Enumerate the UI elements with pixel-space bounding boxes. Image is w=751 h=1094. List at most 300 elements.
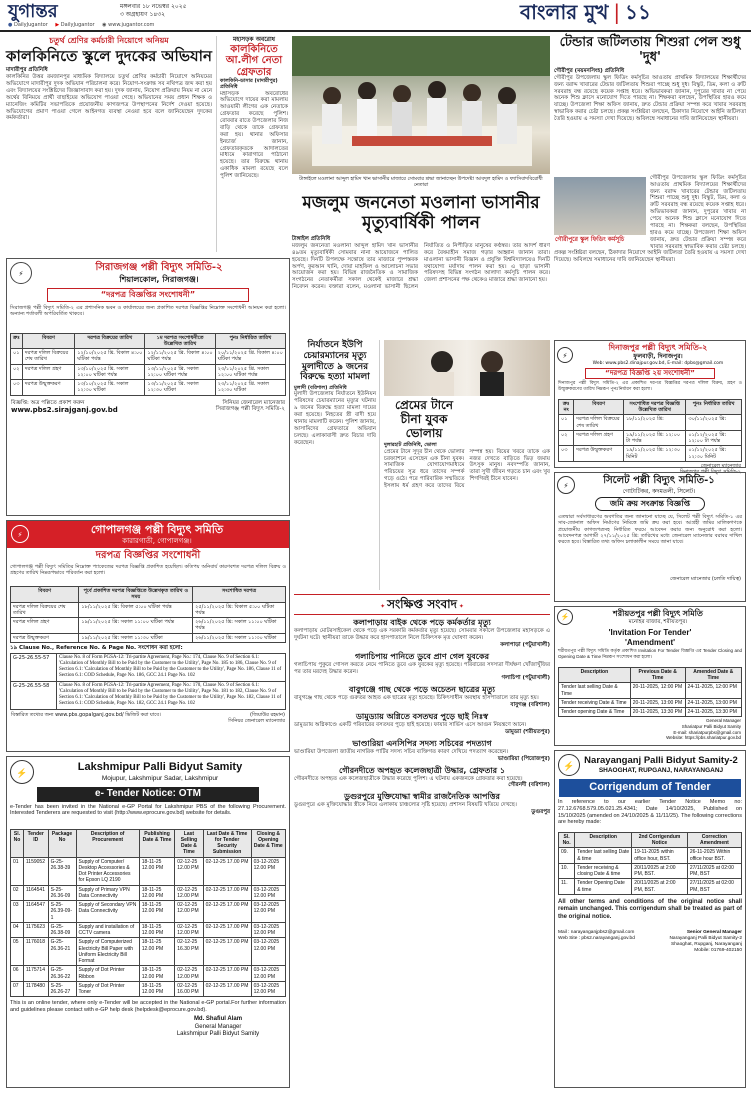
cell: Supply of Computer/ Desktop Accessories & Dot Printer Accessories for Epson LQ 2190 [76,857,139,885]
byline: গৌরীপুর (ময়মনসিংহ) প্রতিনিধি [554,67,625,74]
cell: Tender last selling Date & Time [559,683,631,699]
cell: 27/11/2025 at 02:00 PM, BST [687,879,741,895]
ad-header [7,757,289,787]
cell: Supply of Dot Printer Ribbon [76,966,139,982]
cell: Clause No. 8 of Form PGSA-12: Tri-partite Agreement, Page No.: 170, Clause No. 9 of Section 6.1: 'Calculation of Monthly Bill to be Paid by the Customer to the Utility', Page No. 181 to 182, Clause No. 9 of Section 6.1: 'Calculation of Monthly Bill to be Paid by the Customer to the Utility', Page No. 182, Clause 11 of Section 6.1: COD Schedule, Page No. 182, GCC 24.1 Page No. 102 [57,681,286,709]
ad-sylhet [554,472,746,602]
cell: ১৯/১১/২০২৫ খ্রি: সকাল ১১:৩০ ঘটিকা [79,633,193,642]
byline: মুলাদী (বরিশাল) প্রতিনিধি [294,385,347,392]
cell: ১৮/১১/২০২৫ খ্রি: বিকাল ৫:০০ ঘটিকা পর্যন্ত [79,602,193,618]
ad-intro: শরীয়তপুর পল্লী বিদ্যুৎ সমিতি কর্তৃক প্রকাশিত Invitation For Tender বিজ্ঞপ্তি এর Tender Closing and Opening Date & Time নিম্নরূপ সংশোধন করা হলো। [558,647,742,659]
cell: 20-11-2025, 13:30 PM [630,708,685,717]
cell: ১৯/১১/২০২৫ খ্রি: সকাল ১১:০০ ঘটিকা পর্যন্ত [79,618,193,634]
cell: G-25-26.55-57 [11,653,57,681]
cell: 09. [559,848,575,864]
col-header: সংশোধিত দরপত্র বিজ্ঞপ্তি উল্লেখিত তারিখ [624,399,686,415]
col-header: Correction Amendment [687,832,741,848]
byline: মাদারীপুর প্রতিনিধি [6,67,48,74]
cell: 02-12-25 17.00 PM [203,938,251,966]
cell: দরপত্র দলিল গ্রহণ [574,430,624,446]
ad-shariatpur [554,606,746,746]
cell: ৩০/১১/২০২৫ খ্রি: [686,415,742,431]
brief-title: গলাচিপায় পানিতে ডুবে প্রাণ গেল যুবকের [355,651,489,661]
brief-item [294,739,550,763]
cell: 03-12-2025 12.00 PM [251,981,285,997]
couple-photo [384,340,550,396]
signer-address: Shaoghat, Rupganj, Narayanganj [671,941,742,947]
ad-title: দরপত্র বিজ্ঞপ্তির সংশোধনী [95,549,201,561]
story-kalkini-leader [216,36,288,252]
social-website[interactable]: www.jugantor.com [108,22,155,28]
col-header: Publishing Date & Time [139,829,175,857]
pbs-logo-icon: ⚡ [11,525,29,543]
org-address: মনোহর বাজার, শরীয়তপুর। [628,619,688,625]
ad-table [10,829,286,998]
cell: ০৩ [559,446,574,462]
ad-footer [555,928,745,956]
ad-title: “দরপত্র বিজ্ঞপ্তির সংশোধনী” [47,288,249,302]
cell: 18-11-25 12.00 PM [139,938,175,966]
footer-note: বিজ্ঞপ্তি: অত্র পল্লিতে প্রকাশ করুন [11,399,85,406]
table-row [11,922,286,938]
cell: ০১/১২/২০২৫ খ্রি: ১২:৩০ মিনিট [686,446,742,462]
section-name: বাংলার মুখ [520,0,609,24]
signer: Md. Shafiul Alam [193,1016,243,1023]
body-text: মুলাদী উপজেলায় নির্যাতনে ইউনিয়ন পরিষদের চেয়ারম্যানের মৃত্যুর ঘটনায় ৯ জনের বিরুদ্ধে হত্যা মামলা দায়ের করা হয়েছে। নিহতের স্ত্রী বাদী হয়ে থানায় মামলাটি করেন। পুলিশ জানায়, আসামিদের গ্রেফতারে অভিযান চলছে। এলাকাবাসী দ্রুত বিচার দাবি করেছেন। [294,391,376,446]
cell: Supply of Secondary VPN Data Connectivity [76,901,139,923]
cell: 11. [559,879,575,895]
table-row [559,848,742,864]
table-row [559,698,742,707]
ad-subtitle: 'Amendment' [624,637,676,647]
org-address: কারারগাতী, গোপালগঞ্জ। [122,536,192,545]
cell: G-25-26.55-58 [11,681,57,709]
org-address: Mojupur, Lakshmipur Sadar, Lakshmipur [101,774,219,782]
cell: 10. [559,863,575,879]
cell: 03-12-2025 12.00 PM [251,885,285,901]
cell: দরপত্র দলিল বিক্রয়ের শেষ তারিখ [574,415,624,431]
brief-item [294,766,550,790]
col-header: পূর্বে প্রকাশিত দরপত্র বিজ্ঞপ্তিতে উল্লেখকৃত তারিখ ও সময় [79,587,193,603]
cell: 02-12-25 12.00 PM [175,857,203,885]
website-link[interactable]: www.pbs2.sirajganj.gov.bd [11,406,118,415]
cell: দরপত্র উন্মুক্তকরণ [11,633,79,642]
brief-item [294,792,550,816]
story-evp [294,340,380,590]
signature-block [147,1016,289,1039]
table-row [11,653,286,681]
cell: ১২/১০/২০২৫ খ্রি. বিকাল ৪:০০ ঘটিকা পর্যন্ত [75,349,145,365]
cell: 02-12-25 16.00 PM [175,981,203,997]
cell: 02-12-25 12.00 PM [175,901,203,923]
headline: মজলুম জননেতা মওলানা ভাসানীর মৃত্যুবার্ষিকী পালন [302,193,540,233]
bullet-icon: ✦ [458,603,464,610]
cell: ১৩/১০/২০২৫ খ্রি. সকাল ১২:০০ ঘটিকা পর্যন্ত [75,364,145,380]
brief-source: গৌরনদী (বরিশাল) [508,782,550,789]
cell: 1159052 [23,857,48,885]
youtube-icon: ▶ [55,22,60,28]
col-header: Package No [48,829,76,857]
cell: ২৩/১১/২০২৫ খ্রি. সকাল ১২:০০ ঘটিকা পর্যন্ত [215,364,285,380]
inset-photo [554,177,646,245]
brief-item [294,618,550,649]
org-name: সিরাজগঞ্জ পল্লী বিদ্যুৎ সমিতি-২ [95,262,223,273]
ad-sirajganj [6,258,290,516]
table-row [11,633,286,642]
org-web[interactable]: Web: www.pbs2.dinajpur.gov.bd, E-mail: dpbs@gmail.com [592,360,724,366]
cell: Tender receiving & closing Date & time [575,863,632,879]
ad-header [555,607,745,628]
pbs-logo-icon: ⚡ [557,476,575,494]
signer-org: Lakshmipur Palli Bidyut Samity [176,1031,260,1038]
cell: 05 [11,938,24,966]
ad-table [558,667,742,718]
signature-block [555,718,745,741]
cell: Tender opening Date & Time [559,708,631,717]
cell: 02-12-25 17.00 PM [203,857,251,885]
col-header: ক্রঃ [11,333,23,349]
table-row [559,863,742,879]
cell: G-25-26.38-39 [48,857,76,885]
social-links [8,22,154,28]
table-row [11,885,286,901]
table-row [559,683,742,699]
date-line [120,3,187,18]
brief-item [294,652,550,683]
signer-org: দিনাজপুর পল্লী বিদ্যুৎ সমিতি-২ [680,469,741,476]
cell: 03-12-2025 12.00 PM [251,857,285,885]
cell: ১৯/১১/২০২৫ খ্রি: ১২:৩০ মিনিট [624,446,686,462]
col-header: পুনঃ নির্ধারিত তারিখ [686,399,742,415]
body-text: মজলুম জননেতা মওলানা আব্দুল হামিদ খান ভাসানীর ৪৯তম মৃত্যুবার্ষিকী সোমবার নানা আয়োজনে পালিত হয়েছে। দিনটি উপলক্ষে সন্তোষে তার মাজারে পুষ্পস্তবক অর্পণ, কুরআন খানি, দোয়া মাহফিল ও আলোচনা সভার আয়োজন করা হয়। বিভিন্ন রাজনৈতিক ও সামাজিক সংগঠনের নেতাকর্মীরা সকাল থেকেই মাজারে শ্রদ্ধা নিবেদন করেন। বক্তারা বলেন, মওলানা ভাসানী ছিলেন নির্যাতিত ও নিপীড়িত মানুষের কণ্ঠস্বর। তার আদর্শ ধারণ করে বৈষম্যহীন সমাজ গড়ার আহ্বান জানান তারা। মাওলানা ভাসানী বিজ্ঞান ও প্রযুক্তি বিশ্ববিদ্যালয়েও দিনটি যথাযোগ্য মর্যাদায় পালন করা হয়। এ ছাড়া ভাসানী পরিষদসহ বিভিন্ন সংগঠন আলাদা কর্মসূচি পালন করে। জেলা প্রশাসনের পক্ষ থেকেও মাজারে শ্রদ্ধা জানানো হয়। [292,242,550,291]
masthead [0,0,751,32]
cell: ২০/১১/২০২৫ খ্রি. বিকাল ৪:০০ ঘটিকা পর্যন্ত [215,349,285,365]
ad-table [558,832,742,895]
cell: ২৬/১১/২০২৫ খ্রি: সকাল ১১:৩০ ঘটিকা [193,633,286,642]
body-text: মহাসড়ক অবরোধের অভিযোগে দায়ের করা মামলায় আওয়ামী লীগের এক নেতাকে গ্রেফতার করেছে পুলিশ। রোববার রাতে উপজেলার নিজ বাড়ি থেকে তাকে গ্রেফতার করা হয়। থানার অফিসার ইনচার্জ জানান, গ্রেফতারকৃতকে আদালতের মাধ্যমে কারাগারে পাঠানো হয়েছে। তার বিরুদ্ধে থানায় একাধিক মামলা রয়েছে বলে পুলিশ জানিয়েছে। [220,90,288,179]
ad-header [7,259,289,288]
website-link[interactable]: Website: https://pbs.shariatpur.gov.bd [666,735,741,741]
cell: G-25-26.36-21 [48,938,76,966]
ad-title: Corrigendum of Tender [559,779,741,797]
body-text: কালকিনির উত্তর রমজানপুর মাধ্যমিক বিদ্যালয়ে চতুর্থ শ্রেণির কর্মচারী নিয়োগে অনিয়মের অভিযোগে মাদারীপুর দুদক অভিযান পরিচালনা করে। নিয়োগ-সংক্রান্ত সব নথিপত্র জব্দ করা হয় এবং বিদ্যালয়ের সংশ্লিষ্টদের জিজ্ঞাসাবাদ করা হয়। দুদক জানায়, নিয়োগ প্রক্রিয়ায় নিয়ম না মেনে অর্থের বিনিময়ে প্রার্থী বাছাইয়ের অভিযোগ পাওয়া গেছে। অভিযানের সময় প্রধান শিক্ষক ও ম্যানেজিং কমিটির সভাপতিকে প্রয়োজনীয় কাগজপত্র উপস্থাপনের নির্দেশ দেওয়া হয়েছে। অভিযোগের প্রমাণ পাওয়া গেলে আইনগত ব্যবস্থা নেওয়া হবে বলে জানিয়েছেন দুদকের কর্মকর্তারা। [6,74,212,122]
ad-table [10,333,286,396]
cell: 18-11-25 12.00 PM [139,901,175,923]
brief-title: ডুগুরপুরে মুক্তিযোদ্ধা স্বামীর রাজনৈতিক আপত্তির [344,792,500,802]
cell: 02-12-25 12.00 PM [175,966,203,982]
signer-title: সিনিয়র জেনারেল ম্যানেজার [228,717,285,724]
ad-intro: সিরাজগঞ্জ পল্লী বিদ্যুৎ সমিতি-২ এর প্রশাসনিক ভবন ও কার্যালয়ের জন্য প্রকাশিত দরপত্র বিজ্ঞপ্তির নিম্নোক্ত সংশোধনী আনয়ন করা হলো। অন্যান্য শর্তাবলী অপরিবর্তিত থাকবে। [10,304,286,317]
cell: ১২/১১/২০২৫ খ্রি. বিকাল ৪:০০ ঘটিকা পর্যন্ত [145,349,215,365]
headline: নির্যাতনে ইউপি চেয়ারম্যানের মৃত্যু মুলাদীতে ৯ জনের বিরুদ্ধে হত্যা মামলা [300,340,370,383]
cell: 18-11-25 12.00 PM [139,857,175,885]
table-row [11,938,286,966]
cell: ২৩/১১/২০২৫ খ্রি. সকাল ১২:৩০ ঘটিকা [215,380,285,396]
cell: ০২ [559,430,574,446]
cell: 02-12-25 16.30 PM [175,938,203,966]
org-name: শরীয়তপুর পল্লী বিদ্যুৎ সমিতি [613,609,703,618]
cell: 18-11-25 12.00 PM [139,922,175,938]
cell: Supply of Computerized Electricity Bill Paper with Uniform Electricity Bill Format [76,938,139,966]
social-youtube[interactable]: DailyJugantor [60,22,95,28]
byline: কালকিনি-ডাসার (মাদারীপুর) প্রতিনিধি [220,78,278,91]
org-name: গোপালগঞ্জ পল্লী বিদ্যুৎ সমিতি [90,523,224,536]
signer: জেনারেল ম্যানেজার [700,462,741,469]
org-address: ফুলবাড়ী, দিনাজপুর। [633,353,683,360]
pbs-logo-icon: ⚡ [558,754,580,776]
table-row [11,966,286,982]
cell: 02-12-25 17.00 PM [203,966,251,982]
divider: | [613,0,621,24]
cell: 20-11-2025, 12:00 PM [630,683,685,699]
cell: 1164547 [23,901,48,923]
col-header: ১ম দরপত্র সংশোধনীতে উল্লেখিত তারিখ [145,333,215,349]
cell: 01 [11,857,24,885]
ad-footer-note: All other terms and conditions of the original notice shall remain unchanged. This corrigendum shall be treated as part of the original notice. [558,898,742,920]
byline: টাঙ্গাইল প্রতিনিধি [292,236,331,243]
body-text-continued: গৌরীপুর উপজেলায় স্কুল ফিডিং কর্মসূচির আওতায় প্রাথমিক বিদ্যালয়ের শিক্ষার্থীদের জন্য বরাদ্দ খাবারের টেন্ডার জটিলতায় শিশুরা পাচ্ছে শুধু দুধ। বিস্কুট, ডিম, কলা ও রুটি সরবরাহ বন্ধ রয়েছে কয়েক সপ্তাহ ধরে। অভিভাবকরা জানান, দুপুরের খাবার না পেয়ে অনেক শিশু ক্লাসে মনোযোগ দিতে পারছে না। শিক্ষকরা বলছেন, উপস্থিতির হারও কমে যাচ্ছে। উপজেলা শিক্ষা অফিস জানায়, দ্রুত টেন্ডার প্রক্রিয়া সম্পন্ন করে খাবার সরবরাহ স্বাভাবিক করার চেষ্টা চলছে। প্রকল্প সংশ্লিষ্টরা বলছেন, ঠিকাদার নিয়োগে আইনি জটিলতা তৈরি হওয়ায় এ সমস্যা দেখা দিয়েছে। অবিলম্বে সমাধানের দাবি জানিয়েছেন স্থানীয়রা। [554,174,746,264]
cell: ০৩ [11,380,23,396]
cell: 26-11-2025 Within office hour BST. [687,848,741,864]
cell: Tender Opening Date & time [575,879,632,895]
table-row [11,857,286,885]
ad-header [555,751,745,779]
cell: ০১ [11,349,23,365]
ad-footer [7,398,289,418]
web-icon: ◉ [102,22,107,28]
ad-footer [7,711,289,726]
headline: প্রেমের টানে চীনা যুবক ভোলায় [394,398,454,440]
brief-source: ভাণ্ডারিয়া (পিরোজপুর) [497,755,550,762]
brief-title: কলাপাড়ায় বাইক থেকে পড়ে কর্মকর্তার মৃত্যু [353,618,491,627]
ad-title: “দরপত্র বিজ্ঞপ্তি ২য় সংশোধনী” [585,368,715,379]
story-school-feeding [554,36,746,336]
table-row [559,430,742,446]
bhasani-photo-caption: টাঙ্গাইলে মওলানা আব্দুল হামিদ খান ভাসানীর মাজারে সোমবার শ্রদ্ধা জানাচ্ছেন উপদেষ্টা আবদুল হামিদ ও ফ্যাসিবাদবিরোধী নেতারা [299,176,543,189]
col-header: Last Date & Time for Tender Security Submission [203,829,251,857]
cell: 03-12-2025 12.00 PM [251,938,285,966]
cell: 1175714 [23,966,48,982]
cell: G-25-26.38-09 [48,922,76,938]
cell: 02-12-25 17.00 PM [203,922,251,938]
brief-body: গলাচিপায় পুকুরে গোসল করতে নেমে পানিতে ডুবে এক যুবকের মৃত্যু হয়েছে। পরিবারের সদস্যরা দীর্ঘক্ষণ খোঁজাখুঁজির পর তার মরদেহ উদ্ধার করেন। [294,661,550,675]
brief-source: কলাপাড়া (পটুয়াখালী) [500,641,550,648]
pbs-logo-icon: ⚡ [10,760,34,784]
signer-org: Narayanganj Palli Bidyut Samity-2 [669,935,742,941]
ad-title: 'Invitation For Tender' [608,627,692,637]
ad-intro: দিনাজপুর পল্লী বিদ্যুৎ সমিতি-২ এর প্রকাশিত দরপত্র বিজ্ঞপ্তির দরপত্র দলিল বিক্রয়, গ্রহণ ও উন্মুক্তকরণের তারিখ নিম্নরূপ পুনঃনির্ধারণ করা হলো। [558,380,742,392]
brief-body: বাবুগঞ্জে গাছ থেকে পড়ে গুরুতর আহত এক ছাত্রের মৃত্যু হয়েছে। চিকিৎসাধীন অবস্থায় হাসপাতালে তার মৃত্যু হয়। [294,695,539,702]
table-row [559,708,742,717]
cell: দরপত্র দলিল বিক্রয়ের শেষ তারিখ [22,349,74,365]
cell: ০১/১২/২০২৫ খ্রি: ১২:০০ টা পর্যন্ত [686,430,742,446]
brief-heading [294,594,550,615]
cell: S-25-26.36-09 [48,885,76,901]
cell: 1164541 [23,885,48,901]
col-header: Previous Date & Time [630,667,685,683]
cell: 1178480 [23,981,48,997]
org-address: শিয়ালকোল, সিরাজগঞ্জ। [119,274,199,284]
brand-logo: যুগান্তর [8,1,58,22]
cell: দরপত্র উন্মুক্তকরণ [574,446,624,462]
section-title [520,0,751,30]
byline: দুলারহাট প্রতিনিধি, ভোলা [384,442,437,449]
col-header: Closing & Opening Date & Time [251,829,285,857]
org-name: Narayanganj Palli Bidyut Samity-2 [584,755,738,766]
pbs-logo-icon: ⚡ [10,262,32,284]
footer-note[interactable]: বিস্তারিত তথ্যের জন্য www.pbs.gopalganj.gov.bd/ ভিজিট করা যাবে। [11,711,161,718]
table-row [11,380,286,396]
cell: 02-12-25 12.00 PM [175,885,203,901]
col-header: Tender ID [23,829,48,857]
table-row [11,981,286,997]
col-header: Sl. No. [559,832,575,848]
bhasani-photo [292,36,550,174]
cell: 02 [11,885,24,901]
clause-table [10,653,286,710]
cell: 24-11-2025, 13:00 PM [685,698,741,707]
cell: 20-11-2025, 13:00 PM [630,698,685,707]
story-bhasani [292,194,550,334]
brief-source: গলাচিপা (পটুয়াখালী) [501,675,550,682]
cell: 27/11/2025 at 02:00 PM, BST [687,863,741,879]
cell: ১৯/১১/২০২৫ খ্রি: ১২:০০ টা পর্যন্ত [624,430,686,446]
cell: 02-12-25 17.00 PM [203,981,251,997]
cell: 1175623 [23,922,48,938]
brief-title: গৌরনদীতে অপহৃত কলেজছাত্রী উদ্ধার, গ্রেফতার ১ [338,765,506,775]
signer: জেনারেল ম্যানেজার (চলতি দায়িত্ব) [669,576,741,582]
ad-header [7,521,289,548]
website-link[interactable]: Web Site : pbs2.narayanganj.gov.bd [558,935,635,941]
cell: 02-12-25 12.00 PM [175,922,203,938]
cell: 18-11-25 12.00 PM [139,981,175,997]
table-row [559,879,742,895]
clause-header: ১৯ Clause No., Reference No. & Page No. সংশোধন করা হলো: [10,644,183,651]
couple-illustration [384,340,550,396]
social-facebook[interactable]: DailyJugantor [13,22,48,28]
signer-org: সিরাজগঞ্জ পল্লী বিদ্যুৎ সমিতি-২ [215,406,285,413]
ad-gopalganj [6,520,290,752]
cell: 24-11-2025, 12:00 PM [685,683,741,699]
brief-item [294,712,550,736]
col-header: Amended Date & Time [685,667,741,683]
col-header: Description of Procurement [76,829,139,857]
cell: 02-12-25 17.00 PM [203,885,251,901]
cell: ১৮/১১/২০২৫ খ্রি: [624,415,686,431]
signer: Senior General Manager [686,929,742,935]
cell: 19-11-2025 within office hour, BST. [632,848,688,864]
brief-body: ডামুড্যায় অগ্নিকাণ্ডে একটি পরিবারের বসতঘর পুড়ে ছাই হয়েছে। ফায়ার সার্ভিস এসে আগুন নিয়ন্ত্রণে আনে। [294,722,527,728]
pbs-logo-icon: ⚡ [557,609,573,625]
bullet-icon: ✦ [380,603,388,610]
col-header: Last Selling Date & Time [175,829,203,857]
table-row [11,349,286,365]
cell: 02-12-25 17.00 PM [203,901,251,923]
cell: Tender receiving Date & Time [559,698,631,707]
signer-org: Shariatpur Palli Bidyut Samity [681,724,741,729]
ad-body: এতদ্বারা সর্বসাধারণের অবগতির জন্য জানানো যাচ্ছে যে, সিলেট পল্লী বিদ্যুৎ সমিতি-১ এর সাব-জোনাল অফিস নির্মাণের নিমিত্তে জমি ক্রয় করা হবে। আগ্রহী জমির মালিকগণকে প্রয়োজনীয় কাগজপত্রসহ নির্ধারিত ফরমে আবেদন করার জন্য অনুরোধ করা হলো। আবেদনপত্র আগামী ২৭/১১/২০২৫ খ্রি: তারিখের মধ্যে জেনারেল ম্যানেজার বরাবর দাখিল করতে হবে। বিস্তারিত তথ্য অফিস চলাকালীন সময়ে জানা যাবে। [558,514,742,545]
cell: Supply of Primary VPN Data Connectivity [76,885,139,901]
kicker: মহাসড়ক অবরোধ [232,36,276,43]
cell: 04 [11,922,24,938]
headline: টেন্ডার জটিলতায় শিশুরা পেল শুধু 'দুধ' [559,35,741,65]
cell: 03-12-2025 12.00 PM [251,966,285,982]
cell: 20/11/2025 at 2:00 PM, BST. [632,879,688,895]
kicker: চতুর্থ শ্রেণির কর্মচারী নিয়োগে অনিয়ম [49,36,169,45]
cell: Supply of Dot Printer Toner [76,981,139,997]
cell: 24-11-2025, 13:30 PM [685,708,741,717]
cell: দরপত্র দলিল বিক্রয়ের শেষ তারিখ [11,602,79,618]
brief-news [294,594,550,1088]
signer: General Manager [705,718,741,724]
email-link[interactable]: Mail : narayanganjpbs2@gmail.com [558,929,635,935]
col-header: Description [559,667,631,683]
cell: ০১ [559,415,574,431]
date-bengali: ৩ অগ্রহায়ণ ১৪৩২ [120,10,166,18]
signer: (জিয়াউর রহমান) [249,711,285,718]
cell: ১৩/১১/২০২৫ খ্রি. সকাল ১২:৩০ ঘটিকা [145,380,215,396]
ad-intro: In reference to our earlier Tender Notice Memo no: 27.12.6768.579.05.021.25.4341; Date 14/10/2025, Published on 15/10/2025 (amended on 24/10/2025 & 11/11/25). The following corrections are hereby made: [558,798,742,826]
col-header: Description [575,832,632,848]
cell: Supply and installation of CCTV camera [76,922,139,938]
org-address: SHAOGHAT, RUPGANJ, NARAYANGANJ [598,766,724,774]
brief-source: ডামুড্যা (শরীয়তপুর) [505,728,550,735]
cell: 03 [11,901,24,923]
page-number: ১১ [625,0,652,24]
ad-narayanganj [554,750,746,1088]
cell: দরপত্র দলিল গ্রহণ [11,618,79,634]
cell: 03-12-2025 12.00 PM [251,922,285,938]
ad-dinajpur [554,340,746,476]
brief-body: কলাপাড়ায় মোটরসাইকেল থেকে পড়ে এক সরকারি কর্মকর্তার মৃত্যু হয়েছে। সোমবার সকালে উপজেলার মহাসড়কে এ দুর্ঘটনা ঘটে। স্থানীয়রা তাকে উদ্ধার করে হাসপাতালে নিলে চিকিৎসক মৃত ঘোষণা করেন। [294,628,550,641]
brief-heading-text: সংক্ষিপ্ত সংবাদ [387,597,457,611]
cell: ২৬/১১/২০২৫ খ্রি: সকাল ১১:০০ ঘটিকা পর্যন্ত [193,618,286,634]
cell: ১৩/১১/২০২৫ খ্রি. সকাল ১২:০০ ঘটিকা পর্যন্ত [145,364,215,380]
cell: Clause No. 8 of Form PGSA-12: Tri-partite Agreement, Page No.: 174, Clause No. 9 of Section 6.1: 'Calculation of Monthly Bill to be Paid by the Customer to the Utility', Page No. 185 to 186, Clause No. 9 of Section 6.1: 'Calculation of Monthly Bill to be Paid by the Customer to the Utility', Page No. 186, Clause 11 of Section 6.1: COD Schedule, Page No. 186, GCC 24.1 Page No. 102 [57,653,286,681]
table-row [11,602,286,618]
ad-title: জমি ক্রয় সংক্রান্ত বিজ্ঞপ্তি [595,497,705,511]
email-link[interactable]: E-mail: shariatpurpbs@gmail.com [673,729,741,735]
table-row [559,446,742,462]
cell: দরপত্র দলিল গ্রহণ [22,364,74,380]
ad-header [555,473,745,497]
org-address: গোটাটিকর, কদমতলী, সিলেট। [622,487,696,495]
col-header: সংশোধিত দরপত্র [193,587,286,603]
table-row [559,415,742,431]
brief-title: ভাণ্ডারিয়া এনসিপির সদস্য সচিবের পদত্যাগ [352,738,492,748]
signer: সিনিয়র জেনারেল ম্যানেজার [222,399,285,406]
table-row [11,901,286,923]
ad-intro: গোপালগঞ্জ পল্লী বিদ্যুৎ সমিতির নিম্নোক্ত প্যাকেজের দরপত্র বিজ্ঞপ্তি প্রকাশিত হয়েছিল। কতিপয় অনিবার্য কারণবশত দরপত্র দলিল বিক্রয় ও গ্রহণের তারিখ নিম্নরূপভাবে পরিবর্তন করা হলো। [10,564,286,577]
cell: ০২ [11,364,23,380]
table-row [11,681,286,709]
brief-title: ডামুড্যায় অগ্নিতে বসতঘর পুড়ে ছাই নিঃস্ব [355,712,489,721]
signer-title: General Manager [194,1023,242,1030]
col-header: দরপত্র বিক্রয়ের তারিখ [75,333,145,349]
brief-body: গৌরনদীতে অপহৃত এক কলেজছাত্রীকে উদ্ধার করেছে পুলিশ। এ ঘটনায় একজনকে গ্রেফতার করা হয়েছে। [294,775,523,782]
brief-title: বাবুগঞ্জে গাছ থেকে পড়ে অচেতন ছাত্রের মৃত্যু [349,685,495,695]
cell: 18-11-25 12.00 PM [139,966,175,982]
body-text: গৌরীপুর উপজেলায় স্কুল ফিডিং কর্মসূচির আওতায় প্রাথমিক বিদ্যালয়ের শিক্ষার্থীদের জন্য বরাদ্দ খাবারের টেন্ডার জটিলতায় শিশুরা পাচ্ছে শুধু দুধ। বিস্কুট, ডিম, কলা ও রুটি সরবরাহ বন্ধ রয়েছে কয়েক সপ্তাহ ধরে। অভিভাবকরা জানান, দুপুরের খাবার না পেয়ে অনেক শিশু ক্লাসে মনোযোগ দিতে পারছে না। শিক্ষকরা বলছেন, উপস্থিতির হারও কমে যাচ্ছে। উপজেলা শিক্ষা অফিস জানায়, দ্রুত টেন্ডার প্রক্রিয়া সম্পন্ন করে খাবার সরবরাহ স্বাভাবিক করার চেষ্টা চলছে। প্রকল্প সংশ্লিষ্টরা বলছেন, ঠিকাদার নিয়োগে আইনি জটিলতা তৈরি হওয়ায় এ সমস্যা দেখা দিয়েছে। অবিলম্বে সমাধানের দাবি জানিয়েছেন স্থানীয়রা। [554,74,746,122]
cell: ২৫/১১/২০২৫ খ্রি: বিকাল ৫:০০ ঘটিকা পর্যন্ত [193,602,286,618]
body-text: প্রেমের টানে সুদূর চীন থেকে ভোলার চরফ্যাশনে এসেছেন এক চীনা যুবক। সামাজিক যোগাযোগমাধ্যমে পরিচয়ের সূত্র ধরে তাদের সম্পর্ক গড়ে ওঠে। পরে পারিবারিক সম্মতিতে ইসলাম ধর্ম গ্রহণ করে তাদের বিয়ে সম্পন্ন হয়। বিয়ের খবরে তাকে এক নজর দেখতে বাড়িতে ভিড় জমায় উৎসুক মানুষ। নবদম্পতি জানান, তারা সুখী জীবন গড়তে চান এবং খুব শিগগিরই চীনে যাবেন। [384,448,550,490]
cell: Tender last selling Date & time [575,848,632,864]
crowd-illustration [292,36,550,174]
brief-body: ভাণ্ডারিয়া উপজেলা জাতীয় নাগরিক পার্টির সদস্য সচিব ব্যক্তিগত কারণ দেখিয়ে পদত্যাগ করেছেন। [294,748,509,755]
col-header: বিবরণ [22,333,74,349]
brief-body: ডুগুরপুরে এক মুক্তিযোদ্ধার স্ত্রীকে নিয়ে এলাকায় চাঞ্চল্যের সৃষ্টি হয়েছে। প্রশাসন বিষয়টি খতিয়ে দেখছে। [294,802,517,809]
col-header: বিবরণ [574,399,624,415]
